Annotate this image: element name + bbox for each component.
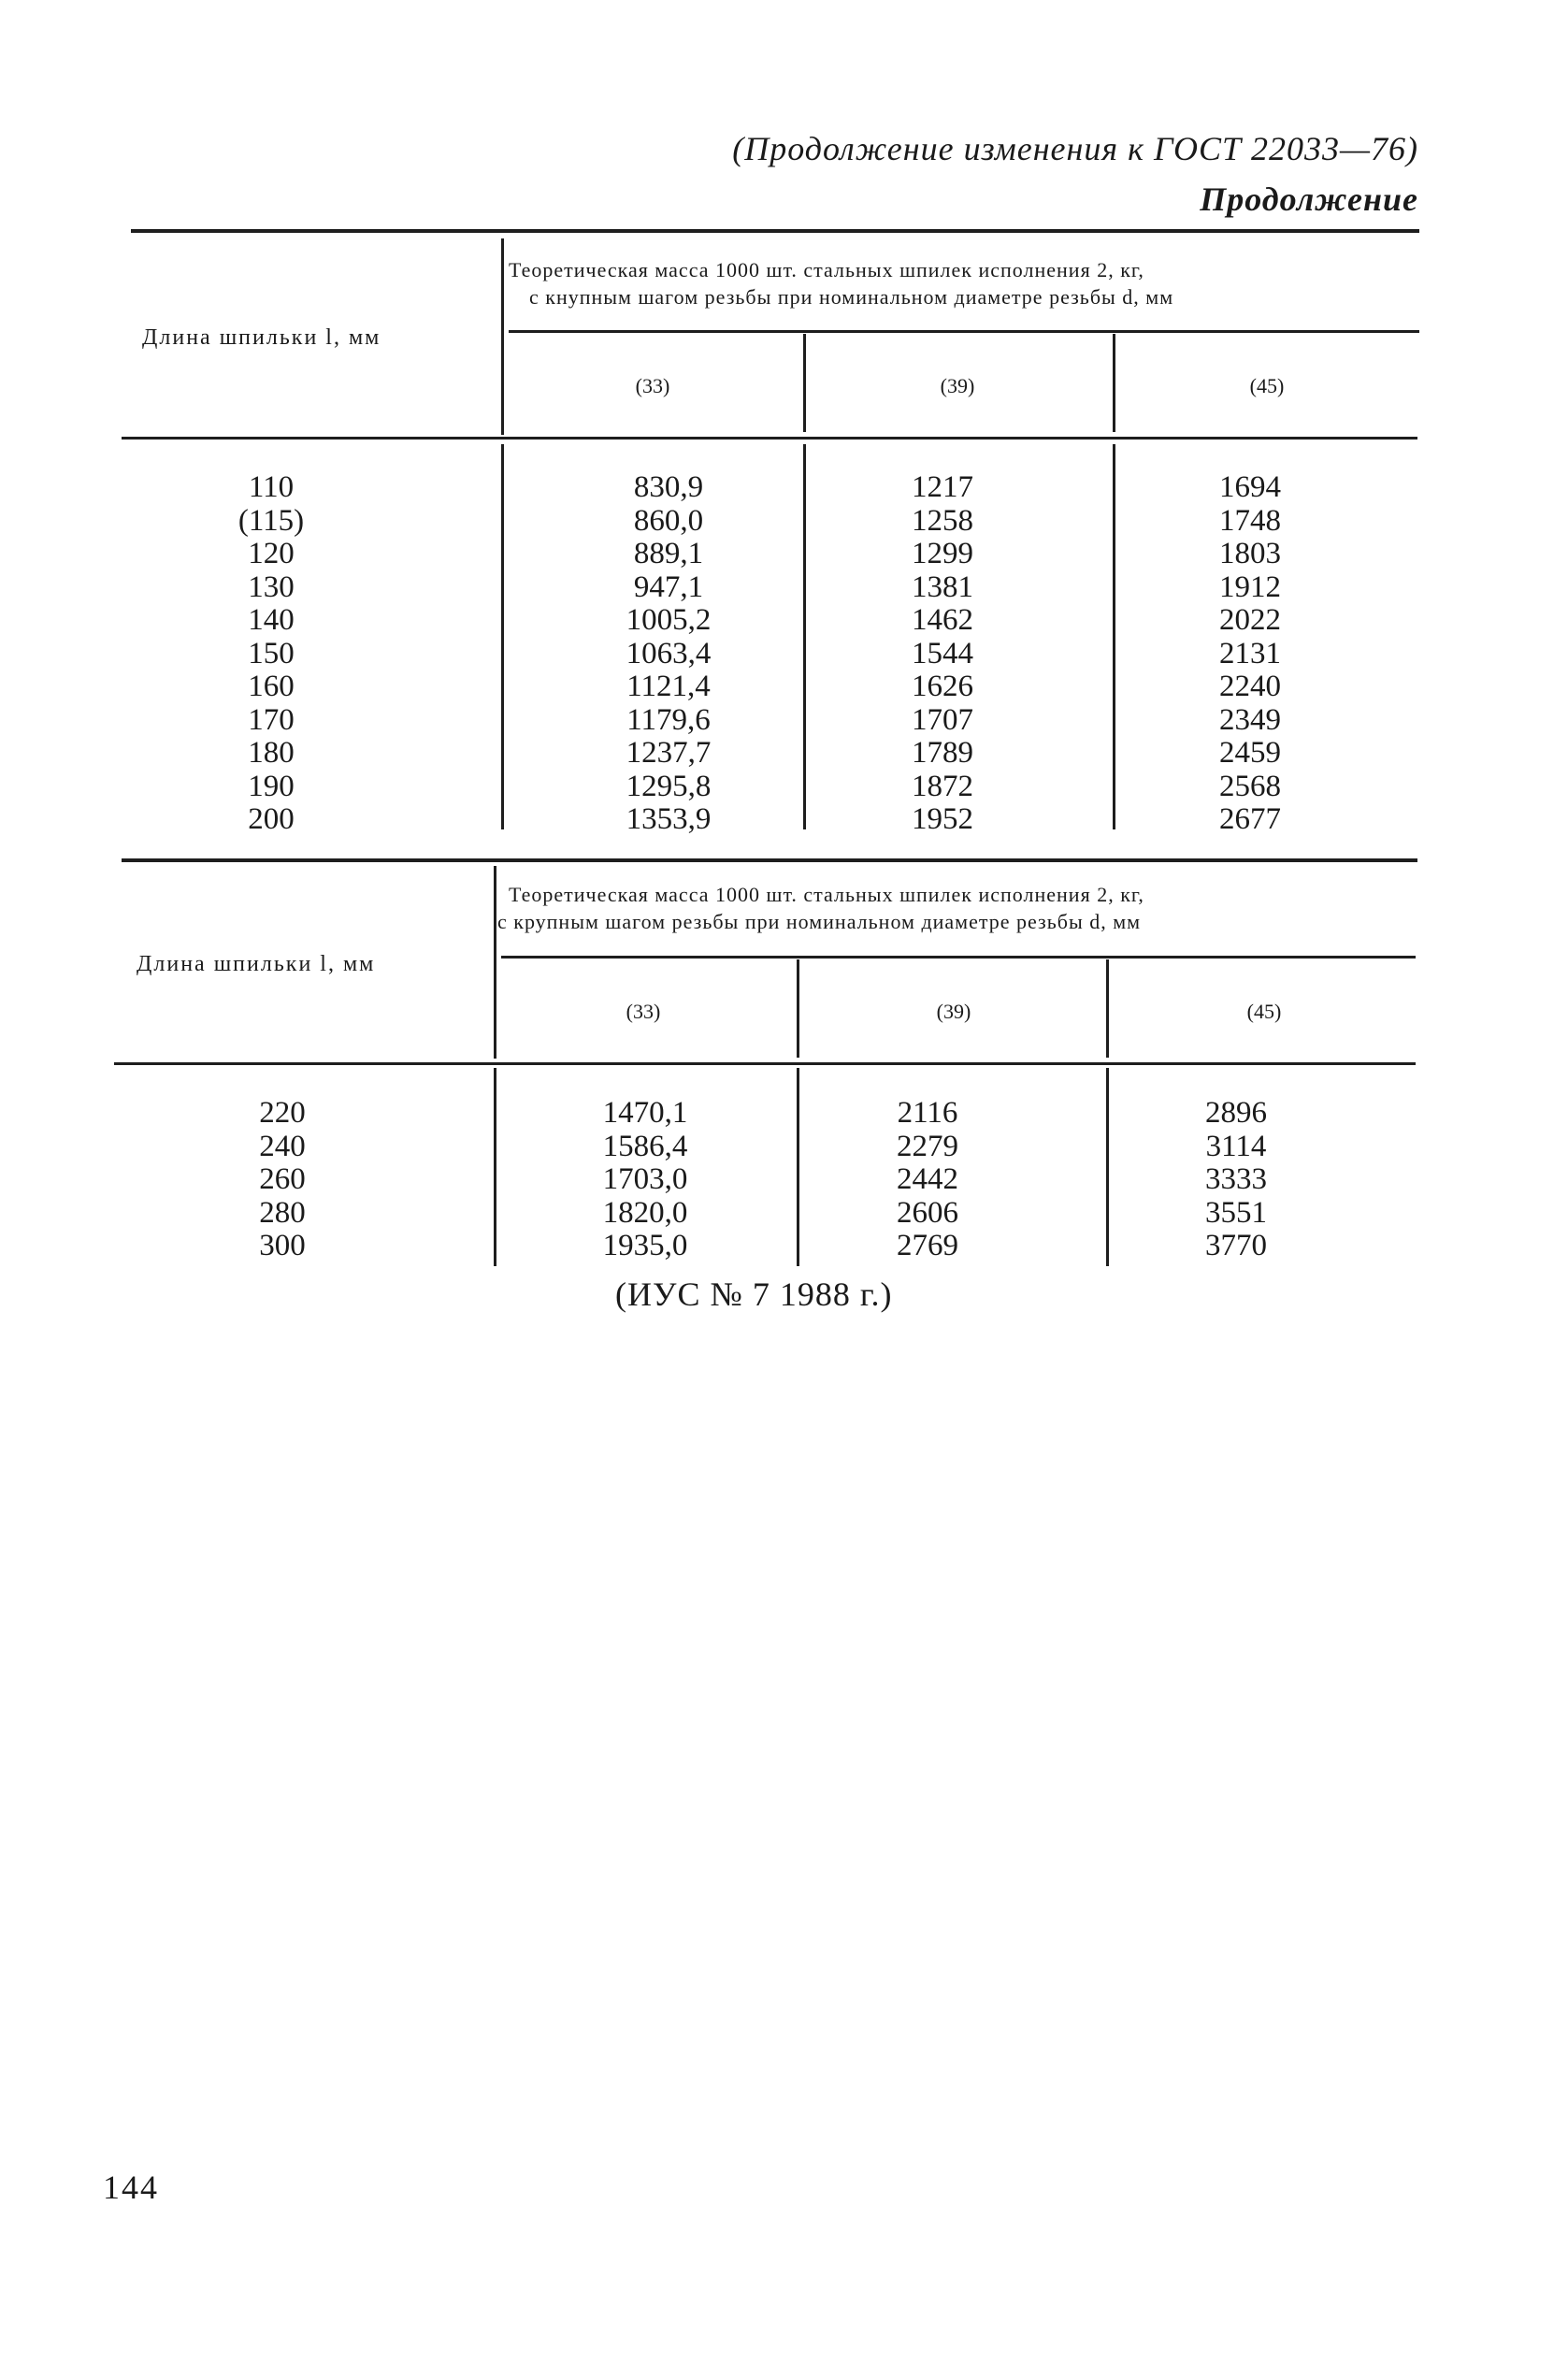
length-cell: 190 [248,769,295,803]
mass-header-line-2: с крупным шагом резьбы при номинальном диаметре резьбы d, мм [497,910,1142,933]
length-cell: 180 [248,736,295,770]
mass-column-33 [510,1097,753,1263]
mass-cell-45: 3114 [1205,1129,1267,1163]
mass-column-45 [1129,1097,1344,1263]
length-cell: 280 [259,1195,306,1230]
subheader-rule [501,956,1416,959]
mass-cell-33: 1295,8 [626,769,712,803]
mass-cell-45: 2240 [1219,670,1281,703]
mass-cell-45: 2459 [1219,736,1281,770]
length-cell: 110 [248,470,295,504]
length-header: Длина шпильки l, мм [137,952,376,976]
column-divider [797,1068,799,1266]
continuation-note: (Продолжение изменения к ГОСТ 22033—76) [732,130,1418,167]
length-cell: 220 [259,1096,306,1130]
mass-cell-45: 1748 [1219,503,1281,538]
mass-cell-33: 1237,7 [626,736,712,770]
mass-cell-39: 1258 [912,503,973,538]
mass-cell-39: 1626 [912,670,973,703]
diameter-33-header: (33) [626,1000,661,1023]
mass-cell-33: 830,9 [633,470,704,504]
length-cell: 140 [248,603,295,637]
length-cell: 160 [248,670,295,703]
mass-header [497,881,1144,935]
mass-cell-33: 1470,1 [602,1096,688,1130]
mass-cell-45: 1912 [1219,569,1281,604]
mass-cell-39: 1381 [912,569,973,604]
mass-cell-33: 1353,9 [626,802,712,836]
mass-cell-45: 2022 [1219,603,1281,637]
mass-cell-39: 1544 [912,636,973,670]
mass-cell-39: 1872 [912,769,973,803]
length-cell: 200 [248,802,295,836]
mass-cell-33: 947,1 [633,569,704,604]
length-header: Длина шпильки l, мм [142,325,381,350]
source-note: (ИУС № 7 1988 г.) [615,1276,893,1313]
mass-cell-39: 2279 [897,1129,958,1163]
mass-cell-45: 3770 [1205,1229,1267,1262]
mass-cell-33: 1005,2 [626,603,712,637]
mass-cell-39: 2442 [897,1162,958,1196]
column-divider [1106,1068,1109,1266]
length-cell: 300 [259,1229,306,1262]
mass-cell-33: 1586,4 [602,1129,688,1163]
mass-cell-45: 2677 [1219,802,1281,836]
mass-cell-45: 2896 [1205,1096,1267,1130]
mass-header-line-1: Теоретическая масса 1000 шт. стальных шпилек исполнения 2, кг, [509,883,1144,906]
mass-cell-45: 1694 [1219,470,1281,504]
length-cell: 170 [248,702,295,737]
mass-cell-39: 1299 [912,537,973,570]
mass-cell-33: 1063,4 [626,636,712,670]
page-number: 144 [103,2169,159,2206]
table-top-rule [122,858,1417,862]
mass-cell-45: 2349 [1219,702,1281,737]
length-column [189,1097,376,1263]
diameter-33-header: (33) [635,374,670,397]
diameter-39-header: (39) [936,1000,971,1023]
mass-cell-33: 1703,0 [602,1162,688,1196]
mass-cell-33: 1820,0 [602,1195,688,1230]
length-cell: (115) [237,503,305,538]
continuation-label: Продолжение [1200,180,1418,218]
mass-header-line-2: с кнупным шагом резьбы при номинальном диаметре резьбы d, мм [529,285,1174,309]
mass-cell-45: 3551 [1205,1195,1267,1230]
diameter-45-header: (45) [1246,1000,1282,1023]
header-bottom-rule [114,1062,1416,1065]
mass-cell-33: 1179,6 [626,702,711,737]
mass-cell-39: 1707 [912,702,973,737]
mass-cell-39: 1217 [912,470,973,504]
length-cell: 120 [248,537,295,570]
mass-header-line-1: Теоретическая масса 1000 шт. стальных шпилек исполнения 2, кг, [509,258,1144,281]
length-cell: 240 [259,1129,306,1163]
length-cell: 130 [248,569,295,604]
mass-cell-33: 1121,4 [626,670,711,703]
mass-cell-45: 1803 [1219,537,1281,570]
column-divider [1106,959,1109,1058]
diameter-39-header: (39) [940,374,975,397]
mass-cell-45: 2568 [1219,769,1281,803]
column-divider [494,866,496,1059]
mass-cell-33: 1935,0 [602,1229,688,1262]
mass-cell-39: 2116 [897,1096,958,1130]
length-cell: 260 [259,1162,306,1196]
mass-cell-33: 860,0 [633,503,704,538]
column-divider [797,959,799,1058]
mass-cell-39: 2769 [897,1229,958,1262]
mass-cell-45: 2131 [1219,636,1281,670]
mass-cell-39: 1789 [912,736,973,770]
mass-cell-39: 1952 [912,802,973,836]
mass-cell-39: 2606 [897,1195,958,1230]
mass-cell-45: 3333 [1205,1162,1267,1196]
column-divider [494,1068,496,1266]
diameter-45-header: (45) [1249,374,1285,397]
mass-cell-33: 889,1 [633,537,704,570]
length-cell: 150 [248,636,295,670]
mass-column-39 [820,1097,1035,1263]
mass-cell-39: 1462 [912,603,973,637]
